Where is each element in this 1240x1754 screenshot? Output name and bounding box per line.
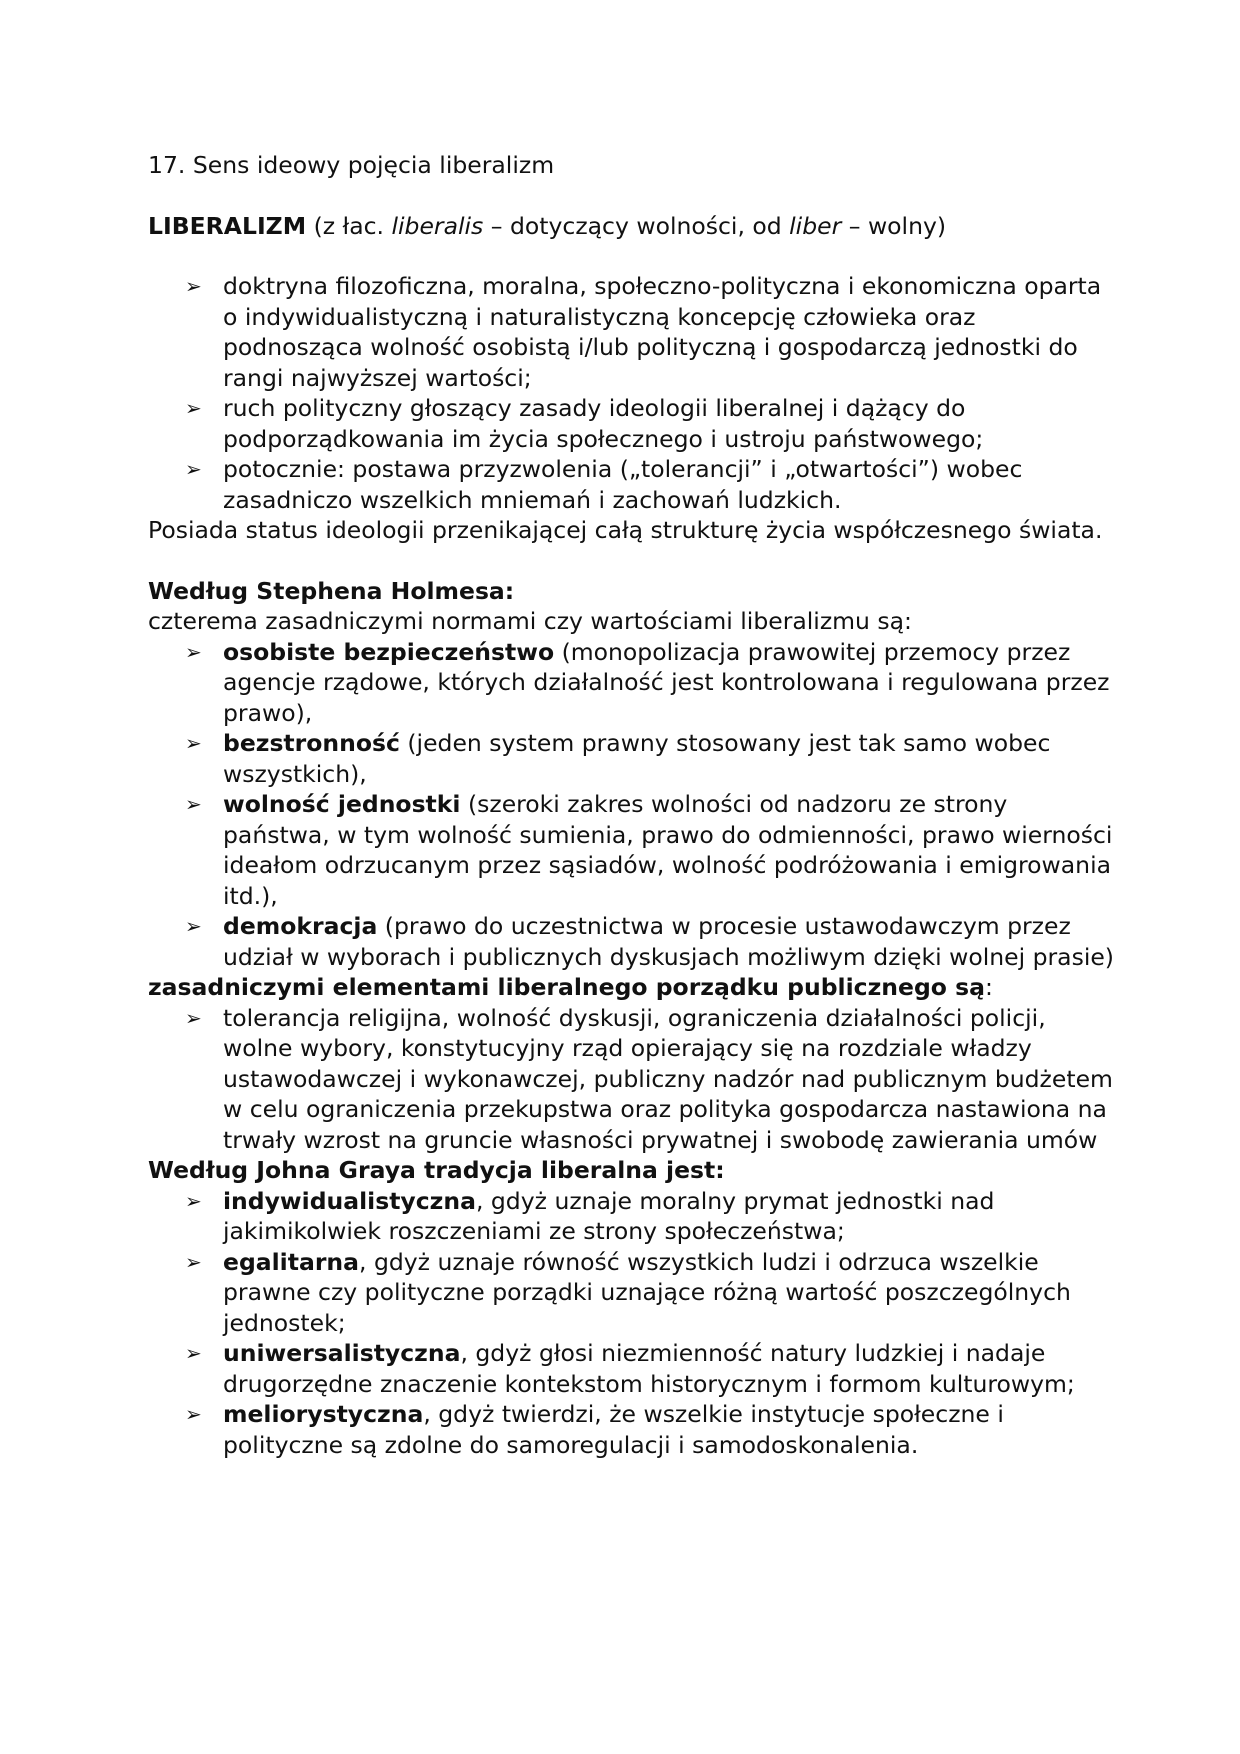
list-item-term: wolność jednostki xyxy=(223,790,461,818)
list-item-term: bezstronność xyxy=(223,729,400,757)
list-item-text: potocznie: postawa przyzwolenia („tolerancji” i „otwartości”) wobec zasadniczo wszelkich mniemań i zachowań ludzkich. xyxy=(223,455,1023,514)
list-item-text: (monopolizacja prawowitej przemocy przez agencje rządowe, których działalność jest kontrolowana i regulowana przez prawo), xyxy=(223,637,1110,727)
status-paragraph: Posiada status ideologii przenikającej całą strukturę życia współczesnego świata. xyxy=(148,516,1103,544)
list-item xyxy=(148,454,1120,515)
list-item-term: demokracja xyxy=(223,912,378,940)
list-item-text: (jeden system prawny stosowany jest tak samo wobec wszystkich), xyxy=(223,729,1051,788)
intro-latin-1: liberalis xyxy=(391,211,484,240)
arrow-bullet-icon: ➢ xyxy=(185,274,202,298)
page-title: 17. Sens ideowy pojęcia liberalizm xyxy=(148,151,555,179)
gray-list xyxy=(148,1186,1120,1461)
arrow-bullet-icon: ➢ xyxy=(185,1402,202,1426)
intro-text-3: – wolny) xyxy=(841,211,947,240)
list-item xyxy=(148,1338,1120,1399)
elements-heading-text: zasadniczymi elementami liberalnego porządku publicznego są xyxy=(148,973,985,1001)
arrow-bullet-icon: ➢ xyxy=(185,1249,202,1274)
holmes-heading xyxy=(148,576,1120,607)
holmes-heading-text: Według Stephena Holmesa: xyxy=(148,576,515,605)
intro-text-1: (z łac. xyxy=(306,211,392,240)
intro-latin-2: liber xyxy=(789,211,842,240)
list-item xyxy=(148,1003,1120,1156)
holmes-lead: czterema zasadniczymi normami czy wartościami liberalizmu są: xyxy=(148,607,912,635)
list-item-text: doktryna filozoficzna, moralna, społeczno-polityczna i ekonomiczna oparta o indywidualistyczną i naturalistyczną koncepcję człowieka oraz podnosząca wolność osobistą i/lub polityczną i gospodarczą jednostki do rangi najwyższej wartości; xyxy=(223,272,1102,392)
list-item-text: ruch polityczny głoszący zasady ideologii liberalnej i dążący do podporządkowania im życia społecznego i ustroju państwowego; xyxy=(223,394,984,453)
list-item xyxy=(148,1399,1120,1460)
intro-definition xyxy=(148,211,1120,242)
intro-text-2: – dotyczący wolności, od xyxy=(483,211,790,240)
list-item-term: uniwersalistyczna xyxy=(223,1339,461,1367)
elements-heading-colon: : xyxy=(984,973,993,1001)
list-item-term: osobiste bezpieczeństwo xyxy=(223,637,555,666)
arrow-bullet-icon: ➢ xyxy=(185,792,202,816)
list-item-text: , gdyż uznaje moralny prymat jednostki nad jakimikolwiek roszczeniami ze strony społeczeństwa; xyxy=(223,1186,995,1245)
arrow-bullet-icon: ➢ xyxy=(185,731,202,755)
list-item-text: (szeroki zakres wolności od nadzoru ze strony państwa, w tym wolność sumienia, prawo do odmienności, prawo wierności ideałom odrzucanym przez sąsiadów, wolność podróżowania i emigrowania itd.), xyxy=(223,790,1113,910)
elements-heading xyxy=(148,972,1120,1003)
intro-term: LIBERALIZM xyxy=(148,211,307,240)
list-item-text: (prawo do uczestnictwa w procesie ustawodawczym przez udział w wyborach i publicznych dyskusjach możliwym dzięki wolnej prasie) xyxy=(223,912,1114,971)
holmes-list xyxy=(148,637,1120,973)
arrow-bullet-icon: ➢ xyxy=(185,1005,202,1030)
list-item xyxy=(148,911,1120,972)
list-item-text: , gdyż głosi niezmienność natury ludzkiej i nadaje drugorzędne znaczenie kontekstom historycznym i formom kulturowym; xyxy=(223,1339,1075,1398)
arrow-bullet-icon: ➢ xyxy=(185,1341,202,1365)
list-item-term: meliorystyczna xyxy=(223,1400,424,1428)
elements-list xyxy=(148,1003,1120,1156)
list-item xyxy=(148,728,1120,789)
definitions-list xyxy=(148,271,1120,515)
list-item xyxy=(148,1247,1120,1339)
gray-heading xyxy=(148,1155,1120,1186)
list-item-text: , gdyż twierdzi, że wszelkie instytucje społeczne i polityczne są zdolne do samoregulacji i samodoskonalenia. xyxy=(223,1400,1004,1459)
list-item xyxy=(148,789,1120,911)
arrow-bullet-icon: ➢ xyxy=(185,1188,202,1213)
list-item xyxy=(148,271,1120,393)
arrow-bullet-icon: ➢ xyxy=(185,457,202,481)
list-item xyxy=(148,393,1120,454)
list-item-term: indywidualistyczna xyxy=(223,1186,476,1215)
list-item-text: , gdyż uznaje równość wszystkich ludzi i odrzuca wszelkie prawne czy polityczne porządki uznające różną wartość poszczególnych jednostek; xyxy=(223,1247,1071,1337)
list-item xyxy=(148,1186,1120,1247)
gray-heading-text: Według Johna Graya tradycja liberalna jest: xyxy=(148,1156,725,1184)
arrow-bullet-icon: ➢ xyxy=(185,396,202,420)
arrow-bullet-icon: ➢ xyxy=(185,639,202,664)
list-item xyxy=(148,637,1120,729)
list-item-term: egalitarna xyxy=(223,1247,359,1276)
arrow-bullet-icon: ➢ xyxy=(185,914,202,938)
list-item-text: tolerancja religijna, wolność dyskusji, ograniczenia działalności policji, wolne wybory, konstytucyjny rząd opierający się na rozdziale władzy ustawodawczej i wykonawczej, publiczny nadzór nad publicznym budżetem w celu ograniczenia przekupstwa oraz polityka gospodarcza nastawiona na trwały wzrost na gruncie własności prywatnej i swobodę zawierania umów xyxy=(223,1003,1113,1154)
